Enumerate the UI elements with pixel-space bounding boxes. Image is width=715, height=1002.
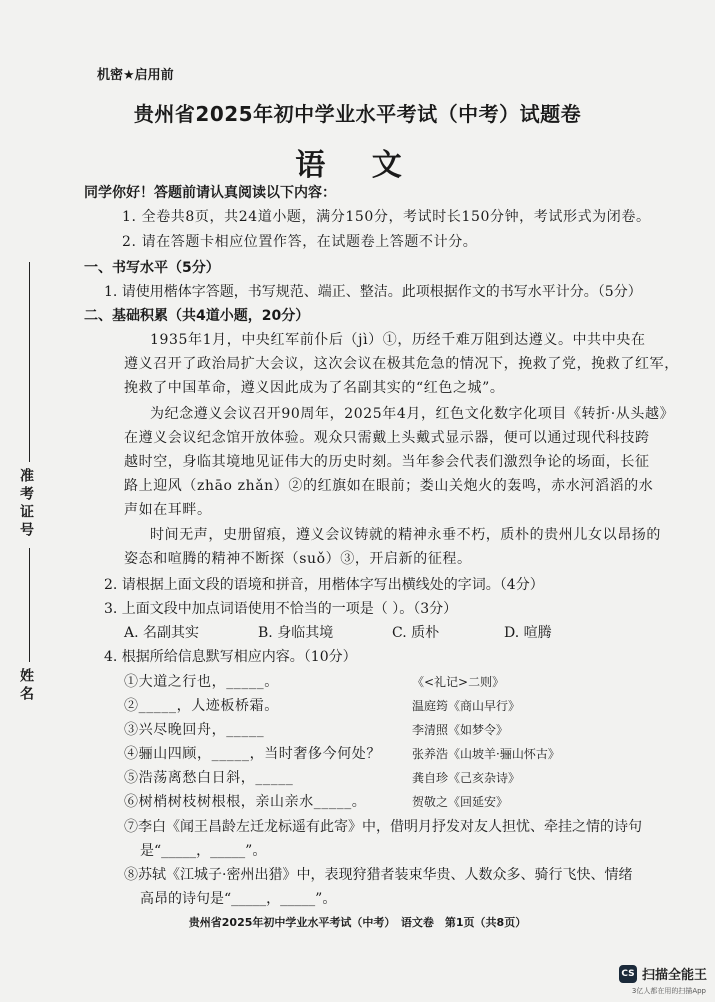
watermark-subtitle: 3亿人都在用的扫描App xyxy=(631,987,706,995)
poem-blank: ⑤浩荡离愁白日斜，_____ xyxy=(124,770,294,786)
poem-blank: ④骊山四顾，_____，当时奢侈今何处？ xyxy=(124,746,381,762)
exam-no-line xyxy=(29,262,30,462)
name-label: 姓名 xyxy=(18,668,34,704)
name-line xyxy=(29,548,30,662)
question-4-7: ⑦李白《闻王昌龄左迁龙标遥有此寄》中，借明月抒发对友人担忧、牵挂之情的诗句 xyxy=(124,819,642,835)
poem-source: 《<礼记>二则》 xyxy=(412,675,505,689)
option-d: D. 喧腾 xyxy=(504,625,552,641)
question-3: 3. 上面文段中加点词语使用不恰当的一项是（ ）。（3分） xyxy=(104,601,458,617)
passage-line: 遵义召开了政治局扩大会议，这次会议在极其危急的情况下，挽救了党，挽救了红军， xyxy=(124,356,679,372)
question-2: 2. 请根据上面文段的语境和拼音，用楷体字写出横线处的字词。（4分） xyxy=(104,577,544,593)
exam-title: 贵州省2025年初中学业水平考试（中考）试题卷 xyxy=(133,102,582,126)
question-4-7-answer: 是“_____，_____”。 xyxy=(140,843,267,859)
secret-label: 机密★启用前 xyxy=(97,68,174,83)
passage-line: 声如在耳畔。 xyxy=(124,502,212,518)
option-c: C. 质朴 xyxy=(392,625,440,641)
passage-line: 时间无声，史册留痕，遵义会议铸就的精神永垂不朽，质朴的贵州儿女以昂扬的 xyxy=(150,527,661,543)
passage-line: 在遵义会议纪念馆开放体验。观众只需戴上头戴式显示器，便可以通过现代科技跨 xyxy=(124,430,650,446)
poem-blank: ⑥树梢树枝树根根，亲山亲水_____。 xyxy=(124,794,367,810)
passage-line: 挽救了中国革命，遵义因此成为了名副其实的“红色之城”。 xyxy=(124,380,505,396)
notice-greeting: 同学你好！答题前请认真阅读以下内容： xyxy=(84,185,336,201)
poem-source: 龚自珍《己亥杂诗》 xyxy=(412,771,521,785)
option-b: B. 身临其境 xyxy=(258,625,334,641)
poem-source: 李清照《如梦令》 xyxy=(412,723,509,737)
subject-title: 语 文 xyxy=(295,148,420,183)
section-2-heading: 二、基础积累（共4道小题，20分） xyxy=(84,308,310,324)
question-4-8: ⑧苏轼《江城子·密州出猎》中，表现狩猎者装束华贵、人数众多、骑行飞快、情绪 xyxy=(124,867,633,883)
passage-line: 越时空，身临其境地见证伟大的历史时刻。当年参会代表们激烈争论的场面，长征 xyxy=(124,454,650,470)
camscanner-logo-icon: CS xyxy=(619,965,637,983)
exam-number-label: 准考证号 xyxy=(18,468,34,540)
passage-line: 为纪念遵义会议召开90周年，2025年4月，红色文化数字化项目《转折·从头越》 xyxy=(150,406,675,422)
poem-blank: ③兴尽晚回舟，_____ xyxy=(124,722,265,738)
question-1: 1. 请使用楷体字答题，书写规范、端正、整洁。此项根据作文的书写水平计分。（5分） xyxy=(104,284,642,300)
poem-blank: ②_____，人迹板桥霜。 xyxy=(124,698,279,714)
notice-item-1: 1. 全卷共8页，共24道小题，满分150分，考试时长150分钟，考试形式为闭卷。 xyxy=(122,209,651,225)
scanner-watermark xyxy=(619,964,707,983)
poem-source: 贺敬之《回延安》 xyxy=(412,795,509,809)
passage-line: 姿态和喧腾的精神不断探（suǒ）③，开启新的征程。 xyxy=(124,551,472,567)
poem-source: 张养浩《山坡羊·骊山怀古》 xyxy=(412,747,560,761)
notice-item-2: 2. 请在答题卡相应位置作答，在试题卷上答题不计分。 xyxy=(122,234,478,250)
section-1-heading: 一、书写水平（5分） xyxy=(84,260,220,276)
question-4-8-answer: 高昂的诗句是“_____，_____”。 xyxy=(140,891,337,907)
watermark-name: 扫描全能王 xyxy=(641,968,707,983)
passage-line: 路上迎风（zhāo zhǎn）②的红旗如在眼前；娄山关炮火的轰鸣，赤水河滔滔的水 xyxy=(124,478,654,494)
poem-source: 温庭筠《商山早行》 xyxy=(412,699,521,713)
poem-blank: ①大道之行也，_____。 xyxy=(124,674,279,690)
option-a: A. 名副其实 xyxy=(124,625,200,641)
question-4: 4. 根据所给信息默写相应内容。（10分） xyxy=(104,649,357,665)
page-footer: 贵州省2025年初中学业水平考试（中考） 语文卷 第1页（共8页） xyxy=(188,916,527,929)
passage-line: 1935年1月，中央红军前仆后（jì）①，历经千难万阻到达遵义。中共中央在 xyxy=(150,332,646,348)
